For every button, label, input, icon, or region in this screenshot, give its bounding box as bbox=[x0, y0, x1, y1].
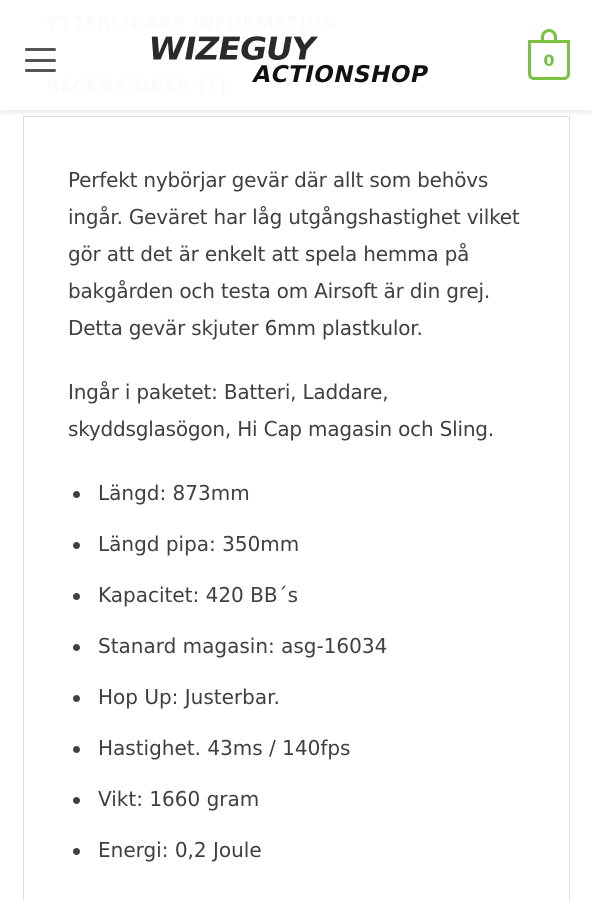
menu-bar bbox=[25, 69, 56, 72]
logo-wordmark-bottom: ACTIONSHOP bbox=[250, 62, 431, 88]
spec-item: Energi: 0,2 Joule bbox=[68, 832, 528, 883]
shopping-bag-icon bbox=[541, 29, 557, 41]
description-paragraph: Perfekt nybörjar gevär där allt som behövs ingår. Geväret har låg utgångshastighet vilket gör att det är enkelt att spela hemma på bakgården och testa om Airsoft är din grej. Detta gevär skjuter 6mm plastkulor. bbox=[68, 168, 520, 340]
menu-bar bbox=[25, 48, 56, 51]
cart-button[interactable] bbox=[528, 40, 570, 80]
spec-item: Stanard magasin: asg-16034 bbox=[68, 628, 528, 679]
description-paragraph: Ingår i paketet: Batteri, Laddare, skyddsglasögon, Hi Cap magasin och Sling. bbox=[68, 380, 494, 441]
spec-item: Hop Up: Justerbar. bbox=[68, 679, 528, 730]
logo-wordmark-top: WIZEGUY bbox=[145, 30, 318, 68]
menu-bar bbox=[25, 59, 56, 62]
spec-item: Längd pipa: 350mm bbox=[68, 526, 528, 577]
spec-item: Vikt: 1660 gram bbox=[68, 781, 528, 832]
hamburger-menu-icon[interactable] bbox=[25, 48, 56, 72]
spec-item: Hastighet. 43ms / 140fps bbox=[68, 730, 528, 781]
spec-item: Längd: 873mm bbox=[68, 475, 528, 526]
spec-list bbox=[68, 475, 528, 883]
product-description bbox=[68, 162, 528, 883]
site-header bbox=[0, 0, 592, 110]
site-logo[interactable] bbox=[145, 30, 443, 92]
cart-count: 0 bbox=[543, 50, 555, 70]
spec-item: Kapacitet: 420 BB´s bbox=[68, 577, 528, 628]
